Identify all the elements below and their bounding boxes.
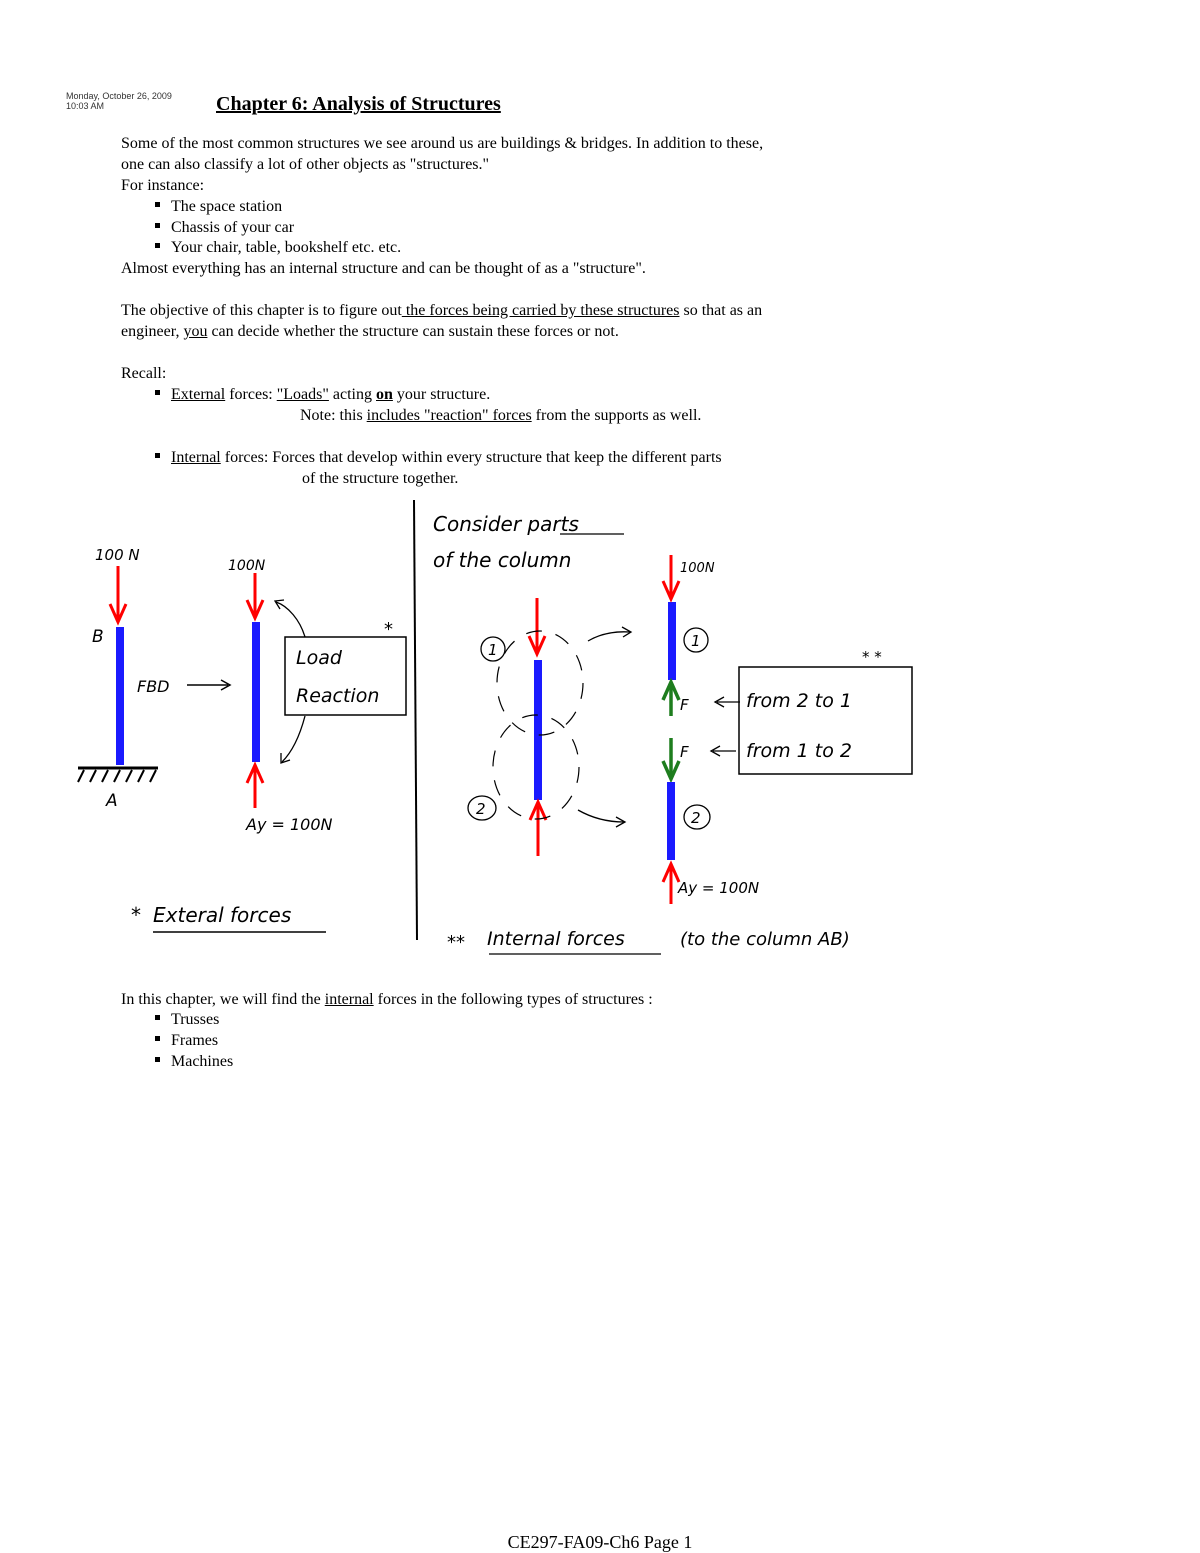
box-from-2-to-1: from 2 to 1 xyxy=(746,690,853,712)
of-the-column-heading: of the column xyxy=(433,548,572,572)
list-item: Frames xyxy=(155,1030,218,1051)
pointer-to-load xyxy=(276,602,305,637)
internal-caption-note: (to the column AB) xyxy=(680,929,850,950)
external-caption: Exteral forces xyxy=(153,903,292,927)
fixed-support-icon xyxy=(78,768,158,782)
internal-caption: Internal forces xyxy=(487,928,625,950)
page-footer: CE297-FA09-Ch6 Page 1 xyxy=(507,1532,693,1552)
part-1-fbd xyxy=(663,555,715,716)
external-note: Note: this includes "reaction" forces from the supports as well. xyxy=(300,407,702,424)
intro-closing: Almost everything has an internal structure and can be thought of as a "structure". xyxy=(121,260,646,277)
note-timestamp xyxy=(66,91,172,111)
list-item: Your chair, table, bookshelf etc. etc. xyxy=(155,237,401,258)
bullet-icon xyxy=(155,1015,160,1020)
point-b-label: B xyxy=(92,627,104,647)
internal-forces-item: Internal forces: Forces that develop within every structure that keep the different parts xyxy=(155,447,722,468)
part-1-fbd-number: 1 xyxy=(691,632,701,650)
part-1-load-label: 100N xyxy=(680,561,715,576)
consider-parts-heading: Consider parts xyxy=(433,512,579,536)
bullet-icon xyxy=(155,223,160,228)
internal-caption-star: ** xyxy=(447,932,465,953)
recall-label: Recall: xyxy=(121,365,167,382)
list-item: Chassis of your car xyxy=(155,217,294,238)
fbd-load-label: 100N xyxy=(228,558,266,574)
part-1-number: 1 xyxy=(488,641,498,659)
bullet-icon xyxy=(155,390,160,395)
box-load-label: Load xyxy=(296,647,342,669)
point-a-label: A xyxy=(106,791,118,811)
intro-line-2: one can also classify a lot of other objects as "structures." xyxy=(121,156,490,173)
objective-line-2: engineer, you can decide whether the structure can sustain these forces or not. xyxy=(121,323,619,340)
intro-line-1: Some of the most common structures we see around us are buildings & bridges. In addition to these, xyxy=(121,135,764,152)
part-2-number: 2 xyxy=(476,800,486,818)
load-label: 100 N xyxy=(95,546,140,564)
sectioned-column xyxy=(468,598,583,856)
list-item: The space station xyxy=(155,196,282,217)
section-divider xyxy=(414,500,417,940)
box-from-1-to-2: from 1 to 2 xyxy=(746,740,853,762)
bullet-icon xyxy=(155,1036,160,1041)
external-caption-star: * xyxy=(131,903,141,927)
for-instance-label: For instance: xyxy=(121,177,205,194)
force-f-label-2: F xyxy=(680,743,689,761)
internal-line-2: of the structure together. xyxy=(302,470,459,487)
fbd-label: FBD xyxy=(137,677,170,696)
arrow-to-part-2 xyxy=(578,810,624,822)
reaction-label: Ay = 100N xyxy=(246,815,333,834)
part-2-fbd xyxy=(663,738,759,904)
box-reaction-label: Reaction xyxy=(296,685,380,707)
part-2-reaction-label: Ay = 100N xyxy=(678,879,760,897)
external-forces-item: External forces: "Loads" acting on your structure. xyxy=(155,384,490,405)
external-star: * xyxy=(384,619,393,640)
column-force-diagram xyxy=(0,490,1200,970)
bullet-icon xyxy=(155,243,160,248)
bullet-icon xyxy=(155,202,160,207)
note-date: Monday, October 26, 2009 xyxy=(66,91,172,101)
pointer-to-reaction xyxy=(282,716,305,762)
bullet-icon xyxy=(155,1057,160,1062)
bullet-icon xyxy=(155,453,160,458)
force-f-label-1: F xyxy=(680,696,689,714)
list-item: Machines xyxy=(155,1051,233,1072)
page-title: Chapter 6: Analysis of Structures xyxy=(216,93,501,115)
internal-stars: * * xyxy=(862,648,882,666)
types-intro: In this chapter, we will find the internal forces in the following types of structures : xyxy=(121,991,653,1008)
list-item: Trusses xyxy=(155,1009,219,1030)
objective-line-1: The objective of this chapter is to figure out the forces being carried by these structures so that as an xyxy=(121,302,763,319)
note-time: 10:03 AM xyxy=(66,101,105,111)
part-2-fbd-number: 2 xyxy=(691,809,701,827)
